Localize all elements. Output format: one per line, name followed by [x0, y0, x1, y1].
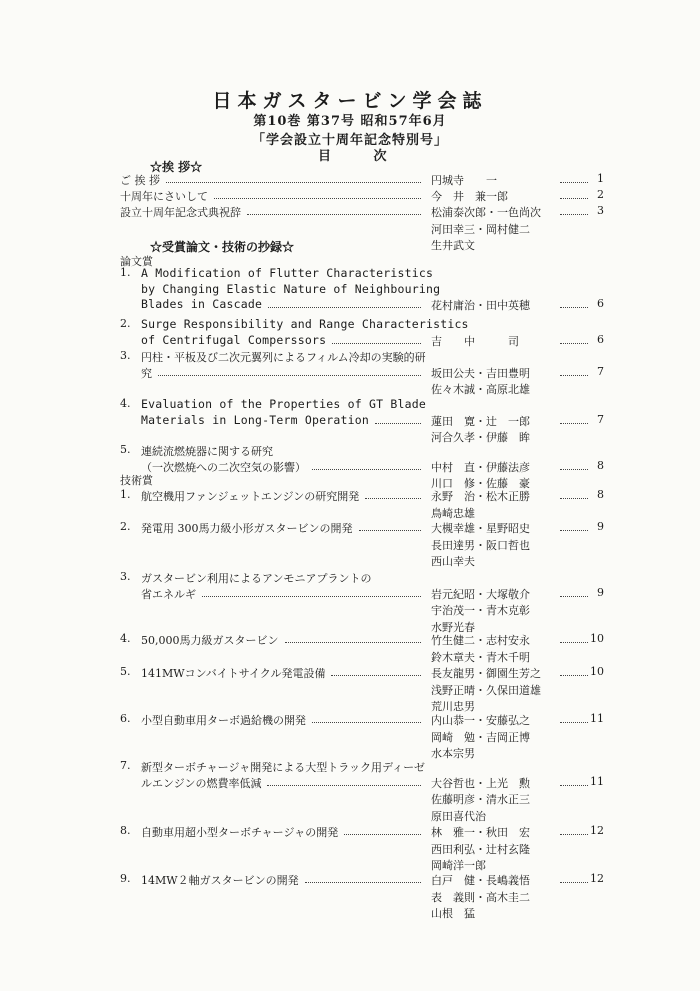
leader-dots — [305, 882, 421, 883]
section-heading-greetings: ☆挨 拶☆ — [150, 160, 203, 174]
entry-number: 5. — [120, 665, 131, 678]
page-number: 1 — [597, 172, 604, 185]
category-tech: 技術賞 — [120, 474, 153, 487]
page-number: 10 — [590, 665, 604, 678]
page-number: 3 — [597, 204, 604, 217]
issue-info: 第10巻 第37号 昭和57年6月 — [253, 114, 447, 129]
entry-author: 原田喜代治 — [431, 809, 486, 823]
entry-author: 岩元紀昭・大塚敬介 — [431, 587, 530, 601]
entry-title-line: by Changing Elastic Nature of Neighbouring — [141, 281, 441, 296]
entry-title-line: of Centrifugal Comperssors — [141, 332, 327, 347]
entry-author: 今 井 兼一郎 — [431, 190, 508, 203]
entry-title-line: 十周年にさいして — [120, 190, 208, 203]
entry-author: 円城寺 一 — [431, 174, 497, 187]
entry-title-line: Evaluation of the Properties of GT Blade — [141, 397, 426, 411]
entry-author: 中村 直・伊藤法彦 — [431, 460, 530, 474]
entry-title-line: 新型ターボチャージャ開発による大型トラック用ディーゼ — [141, 761, 425, 774]
entry-title-line: Materials in Long-Term Operation — [141, 412, 369, 427]
entry-title-line: 設立十周年記念式典祝辞 — [120, 206, 241, 219]
entry-author: 花村庸治・田中英穂 — [431, 299, 530, 312]
entry-number: 1. — [120, 488, 131, 501]
entry-author: 荒川忠男 — [431, 700, 475, 713]
entry-number: 4. — [120, 632, 131, 645]
entry-title-line: A Modification of Flutter Characteristics — [141, 266, 434, 280]
entry-title-line: 究 — [141, 366, 152, 380]
entry-title-line: 発電用 300馬力級小形ガスタービンの開発 — [141, 522, 353, 535]
leader-dots — [247, 214, 421, 215]
entry-title-line: 省エネルギ — [141, 587, 196, 601]
entry-title-line: ガスタービン利用によるアンモニアプラントの — [141, 572, 372, 585]
entry-author: 水野光春 — [431, 620, 475, 634]
page-number: 2 — [597, 188, 604, 201]
page-number: 10 — [590, 632, 604, 645]
entry-title-line: 14MW２軸ガスタービンの開発 — [141, 874, 299, 887]
leader-dots — [332, 343, 421, 344]
leader-dots — [331, 675, 421, 676]
entry-title-line: 連続流燃焼器に関する研究 — [141, 445, 273, 458]
entry-title-line: 141MWコンバイトサイクル発電設備 — [141, 667, 326, 680]
special-issue-label: 「学会設立十周年記念特別号」 — [251, 133, 448, 148]
page-number: 7 — [597, 412, 604, 426]
entry-author: 西田利弘・辻村玄隆 — [431, 842, 530, 856]
page-number: 11 — [590, 712, 604, 725]
entry-title-line: 円柱・平板及び二次元翼列によるフィルム冷却の実験的研 — [141, 351, 426, 364]
entry-author: 長田達男・阪口哲也 — [431, 538, 530, 552]
journal-title: 日本ガスタービン学会誌 — [212, 90, 488, 112]
entry-author: 竹生健二・志村安永 — [431, 634, 530, 647]
page-number: 9 — [597, 520, 604, 533]
leader-dots — [285, 642, 421, 643]
leader-dots — [344, 834, 421, 835]
leader-dots — [312, 469, 421, 470]
page-number: 12 — [590, 824, 604, 837]
entry-author: 永野 治・松木正勝 — [431, 490, 530, 503]
entry-author: 河田幸三・岡村健二 — [431, 222, 530, 236]
entry-number: 1. — [120, 266, 131, 279]
page-number: 9 — [597, 585, 604, 599]
entry-author: 長友龍男・御園生芳之 — [431, 667, 541, 680]
entry-author: 佐藤明彦・清水正三 — [431, 793, 530, 806]
entry-number: 3. — [120, 570, 131, 583]
page-number: 8 — [597, 488, 604, 501]
entry-number: 4. — [120, 397, 131, 410]
entry-number: 3. — [120, 349, 131, 362]
entry-author: 河合久孝・伊藤 眸 — [431, 431, 530, 444]
entry-author: 山根 猛 — [431, 907, 475, 920]
entry-author: 水本宗男 — [431, 747, 475, 760]
entry-number: 5. — [120, 443, 131, 456]
entry-author: 川口 修・佐藤 豪 — [431, 477, 530, 490]
leader-dots — [267, 785, 421, 786]
entry-author: 浅野正晴・久保田道雄 — [431, 683, 541, 697]
entry-author: 生井武文 — [431, 239, 475, 252]
entry-number: 9. — [120, 872, 131, 885]
entry-author: 鈴木章夫・青木千明 — [431, 650, 530, 664]
entry-author: 林 雅一・秋田 宏 — [431, 826, 530, 839]
entry-title-line: 50,000馬力級ガスタービン — [141, 634, 279, 647]
entry-author: 大谷哲也・上光 勲 — [431, 776, 530, 790]
contents-heading: 目 次 — [318, 149, 387, 164]
entry-number: 6. — [120, 712, 131, 725]
entry-title-line: Surge Responsibility and Range Characteristics — [141, 317, 469, 331]
entry-author: 佐々木誠・高原北雄 — [431, 383, 530, 396]
entry-title-line: 小型自動車用ターボ過給機の開発 — [141, 714, 306, 727]
entry-number: 8. — [120, 824, 131, 837]
page-number: 12 — [590, 872, 604, 885]
leader-dots — [166, 182, 421, 183]
entry-number: 7. — [120, 759, 131, 772]
entry-author: 岡崎洋一郎 — [431, 859, 486, 872]
entry-title-line: ご 挨 拶 — [120, 174, 160, 187]
entry-title-line: 航空機用ファンジェットエンジンの研究開発 — [141, 490, 360, 503]
entry-author: 松浦泰次郎・一色尚次 — [431, 206, 541, 219]
leader-dots — [365, 498, 421, 499]
entry-author: 蓮田 寛・辻 一郎 — [431, 414, 530, 428]
entry-author: 西山幸夫 — [431, 555, 475, 568]
entry-title-line: ルエンジンの燃費率低減 — [141, 776, 262, 790]
entry-author: 表 義則・高木圭二 — [431, 890, 530, 904]
leader-dots — [268, 307, 421, 308]
entry-author: 宇治茂一・青木克彰 — [431, 604, 530, 617]
leader-dots — [359, 530, 421, 531]
entry-author: 白戸 健・長嶋義悟 — [431, 874, 530, 887]
leader-dots — [312, 722, 421, 723]
entry-author: 鳥崎忠雄 — [431, 506, 475, 520]
page-number: 11 — [590, 774, 604, 788]
entry-number: 2. — [120, 520, 131, 533]
category-papers: 論文賞 — [120, 255, 153, 268]
entry-author: 坂田公夫・吉田豊明 — [431, 366, 530, 380]
page-number: 6 — [597, 332, 604, 346]
leader-dots — [214, 198, 421, 199]
entry-author: 内山恭一・安藤弘之 — [431, 714, 530, 727]
leader-dots — [375, 423, 421, 424]
page-number: 6 — [597, 297, 604, 310]
entry-author: 吉 中 司 — [431, 334, 519, 348]
entry-author: 大槻幸雄・星野昭史 — [431, 522, 530, 535]
leader-dots — [202, 596, 421, 597]
entry-title-line: （一次燃焼への二次空気の影響） — [141, 460, 306, 474]
page-number: 8 — [597, 458, 604, 472]
entry-author: 岡崎 勉・吉岡正博 — [431, 730, 530, 744]
section-heading-awards: ☆受賞論文・技術の抄録☆ — [150, 240, 295, 254]
entry-title-line: Blades in Cascade — [141, 297, 263, 311]
page-number: 7 — [597, 364, 604, 378]
entry-title-line: 自動車用超小型ターボチャージャの開発 — [141, 826, 339, 839]
entry-number: 2. — [120, 317, 131, 330]
leader-dots — [158, 375, 421, 376]
